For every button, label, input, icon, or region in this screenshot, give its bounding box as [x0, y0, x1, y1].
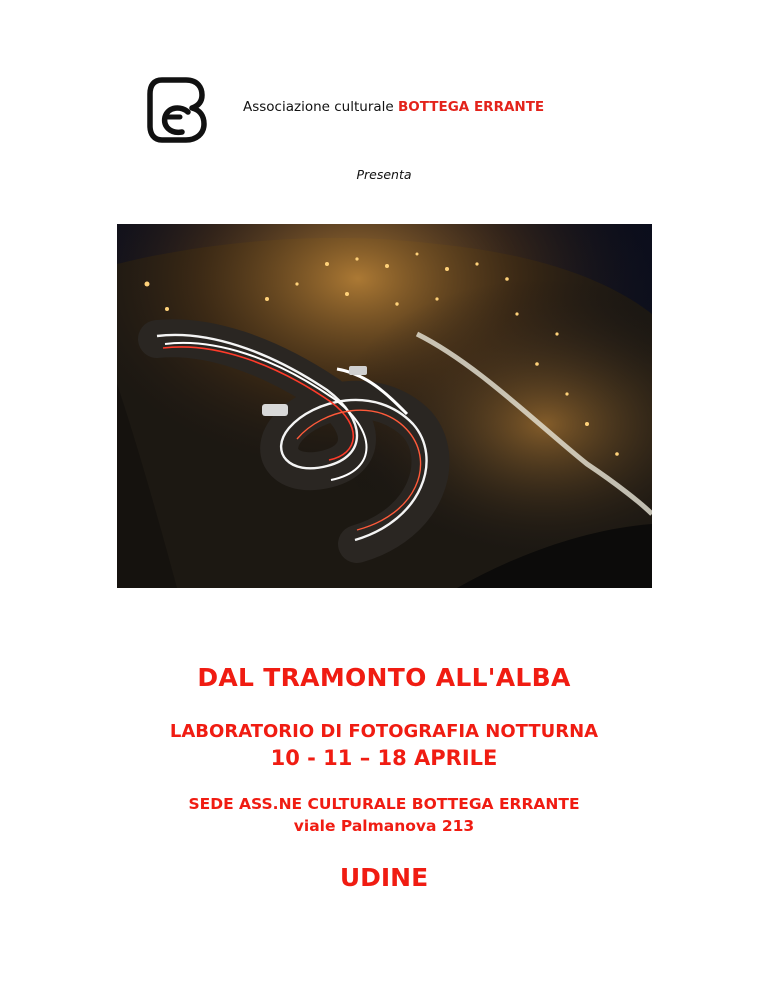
- event-venue: SEDE ASS.NE CULTURALE BOTTEGA ERRANTE: [188, 795, 580, 813]
- event-city: UDINE: [339, 863, 429, 892]
- event-title: DAL TRAMONTO ALL'ALBA: [197, 663, 571, 692]
- association-prefix: Associazione culturale: [243, 99, 394, 115]
- event-dates: 10 - 11 – 18 APRILE: [270, 746, 498, 770]
- bottega-errante-logo-icon: [146, 76, 208, 144]
- event-subtitle: LABORATORIO DI FOTOGRAFIA NOTTURNA: [169, 721, 599, 742]
- night-hairpin-road-photo: [117, 224, 652, 588]
- association-line: [243, 99, 544, 115]
- event-address: viale Palmanova 213: [293, 817, 475, 835]
- association-name: BOTTEGA ERRANTE: [398, 99, 545, 115]
- presents-label: Presenta: [356, 167, 412, 182]
